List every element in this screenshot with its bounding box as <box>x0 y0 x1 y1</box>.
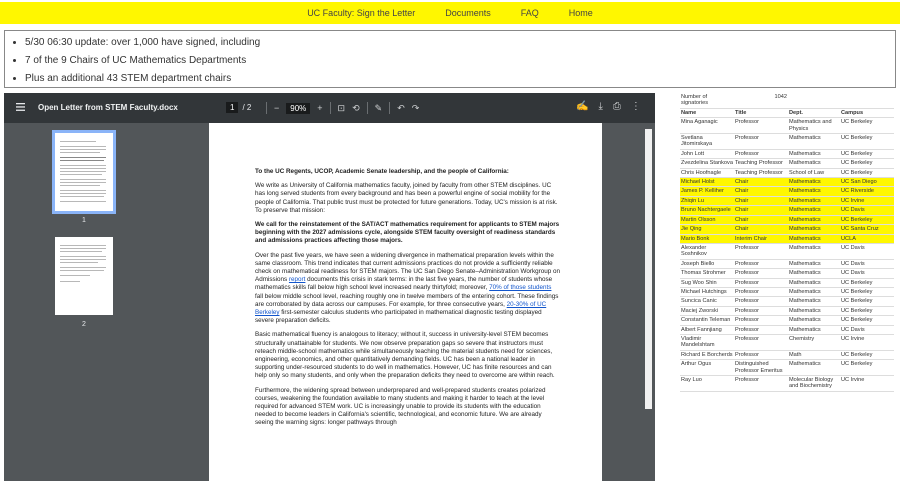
signer-campus: UC Davis <box>840 259 894 268</box>
count-row <box>680 93 894 108</box>
signer-title: Professor <box>734 297 788 306</box>
thumbnail-sidebar <box>4 123 204 481</box>
zoom-level-input[interactable]: 90% <box>286 103 310 114</box>
signer-dept: Mathematics <box>788 259 840 268</box>
signer-name: Albert Fannjiang <box>680 325 734 334</box>
nav-home-link[interactable]: Home <box>568 8 593 18</box>
menu-icon[interactable] <box>16 103 25 111</box>
letter-paragraph: We write as University of California mathematics faculty, joined by faculty from other STEM disciplines. UC has long served students from every background and has been a powerful engine of social mobility for the people of California. That public trust must be protected for future generations. Today, UC's mission is at risk. To preserve that mission: <box>255 182 558 214</box>
zoom-in-icon[interactable]: + <box>317 103 323 113</box>
column-header: Dept. <box>788 108 840 117</box>
signer-title: Professor <box>734 306 788 315</box>
signer-title: Teaching Professor <box>734 168 788 177</box>
table-row <box>680 206 894 215</box>
signer-name: Constantin Teleman <box>680 316 734 325</box>
signer-title: Chair <box>734 215 788 224</box>
signer-dept: Mathematics <box>788 269 840 278</box>
update-box <box>4 30 896 88</box>
signer-campus: UC Davis <box>840 269 894 278</box>
page-indicator <box>226 102 251 113</box>
signer-name: Zhiqin Lu <box>680 196 734 205</box>
signer-campus: UC Berkeley <box>840 287 894 296</box>
signer-name: Chris Hoofnagle <box>680 168 734 177</box>
signer-name: Jie Qing <box>680 225 734 234</box>
page-total: / 2 <box>242 103 252 112</box>
paragraph-text: Over the past five years, we have seen a widening divergence in mathematical preparation levels within the same classroom. This trend indicates that current admissions practices do not provide a sufficiently reliable check on mathematical readiness for STEM majors. The UC San Diego Senate–Administration Workgroup on Admissions <box>255 251 560 284</box>
table-row <box>680 178 894 187</box>
update-item: • 7 of the 9 Chairs of UC Mathematics Departments <box>25 52 887 70</box>
signer-dept: Mathematics <box>788 196 840 205</box>
signer-dept: Mathematics <box>788 225 840 234</box>
signer-title: Distinguished Professor Emeritus <box>734 360 788 376</box>
table-row <box>680 269 894 278</box>
signer-title: Professor <box>734 118 788 134</box>
signer-campus: UC Berkeley <box>840 316 894 325</box>
signer-name: Martin Olsson <box>680 215 734 224</box>
column-header: Title <box>734 108 788 117</box>
signer-title: Chair <box>734 196 788 205</box>
signer-title: Professor <box>734 350 788 359</box>
nav-faq-link[interactable]: FAQ <box>520 8 539 18</box>
signer-campus: UC Davis <box>840 206 894 215</box>
paragraph-text: documents this crisis in stark terms: in the last five years, the number of students whose mathematics skills fall below high school level increased nearly thirtyfold; moreover, <box>255 276 553 292</box>
page-thumbnail-2[interactable] <box>55 237 113 315</box>
signer-title: Teaching Professor <box>734 159 788 168</box>
signer-name: Zvezdelina Stankova <box>681 160 733 167</box>
signer-title: Professor <box>734 287 788 296</box>
signer-title: Chair <box>734 225 788 234</box>
signer-dept: Mathematics <box>788 178 840 187</box>
letter-demand: We call for the reinstatement of the SAT/ACT mathematics requirement for applicants to STEM majors beginning with the 2027 admissions cycle, alongside STEM faculty oversight of readiness standards and admissions practices affecting those majors. <box>255 221 560 245</box>
signer-name: Suncica Canic <box>680 297 734 306</box>
signer-name: Ray Luo <box>680 376 734 392</box>
signer-name: Alexander Soshnikov <box>680 243 734 259</box>
print-icon[interactable]: ⎙ <box>612 101 621 112</box>
table-row <box>680 196 894 205</box>
signer-dept: Mathematics <box>788 278 840 287</box>
signer-campus: UC Riverside <box>840 187 894 196</box>
signer-dept: Math <box>788 350 840 359</box>
signer-dept: Mathematics <box>788 297 840 306</box>
nav-sign-letter-link[interactable]: UC Faculty: Sign the Letter <box>307 8 416 18</box>
signer-name: Arthur Ogus <box>680 360 734 376</box>
signer-dept: Mathematics <box>788 243 840 259</box>
signer-title: Chair <box>734 187 788 196</box>
signer-title: Interim Chair <box>734 234 788 243</box>
table-row <box>680 243 894 259</box>
table-row <box>680 350 894 359</box>
paragraph-text: first-semester calculus students who participated in mathematical diagnostic testing displayed severe preparation deficits. <box>255 309 542 325</box>
thumbnail-label: 1 <box>82 217 86 224</box>
table-row <box>680 259 894 268</box>
table-row <box>680 134 894 150</box>
signer-title: Professor <box>734 269 788 278</box>
berkeley-link[interactable]: 20-30% of UC Berkeley <box>255 300 547 317</box>
document-title: Open Letter from STEM Faculty.docx <box>38 103 178 112</box>
zoom-out-icon[interactable]: − <box>274 103 280 113</box>
signer-campus: UC Berkeley <box>840 118 894 134</box>
count-value: 1042 <box>734 93 788 108</box>
table-row <box>680 149 894 158</box>
table-row <box>680 118 894 134</box>
signer-title: Professor <box>734 316 788 325</box>
signatories-panel <box>680 93 900 481</box>
table-row <box>680 225 894 234</box>
toolbar-divider <box>266 102 267 114</box>
signer-campus: UC Berkeley <box>840 278 894 287</box>
more-options-icon[interactable]: ⋮ <box>630 101 641 112</box>
signer-title: Professor <box>734 278 788 287</box>
signer-name: Joseph Biello <box>680 259 734 268</box>
count-label: Number of signatories <box>680 93 734 108</box>
signer-campus: UC Berkeley <box>840 134 894 150</box>
paragraph-text: fall below middle school level, reaching roughly one in twelve members of the entering cohort. These findings are corroborated by data across our campuses. For example, for three consecutive years, <box>255 292 559 308</box>
signer-dept: Mathematics and Physics <box>788 118 840 134</box>
signer-campus: UC Berkeley <box>840 215 894 224</box>
signer-name: Mario Bonk <box>680 234 734 243</box>
signer-campus: UC Santa Cruz <box>840 225 894 234</box>
undo-icon[interactable]: ↶ <box>397 102 405 113</box>
signer-campus: UC Berkeley <box>840 149 894 158</box>
signer-campus: UC Davis <box>840 243 894 259</box>
column-header: Name <box>680 108 734 117</box>
annotate-icon[interactable]: ✎ <box>374 102 383 113</box>
signer-campus: UC Irvine <box>840 376 894 392</box>
signer-title: Chair <box>734 178 788 187</box>
update-item: • 5/30 06:30 update: over 1,000 have signed, including <box>25 34 887 52</box>
signer-campus: UC Berkeley <box>840 297 894 306</box>
letter-paragraph <box>255 252 560 326</box>
table-row <box>680 287 894 296</box>
toolbar-divider <box>330 102 331 114</box>
signer-dept: Mathematics <box>788 234 840 243</box>
signer-dept: Mathematics <box>788 187 840 196</box>
signer-title: Professor <box>734 376 788 392</box>
signer-title: Professor <box>734 134 788 150</box>
signer-campus: UC Berkeley <box>840 360 894 376</box>
table-row <box>680 297 894 306</box>
signer-campus: UC Berkeley <box>840 159 894 168</box>
table-row <box>680 334 894 350</box>
fit-page-icon[interactable]: ⊡ <box>337 102 346 113</box>
signer-dept: Mathematics <box>788 325 840 334</box>
signer-dept: Mathematics <box>788 316 840 325</box>
viewer-scrollbar[interactable] <box>642 123 655 481</box>
table-row <box>680 159 894 168</box>
zoom-controls <box>266 102 419 114</box>
thumbnail-label: 2 <box>82 321 86 328</box>
signer-name: Svetlana Jitomirskaya <box>680 134 734 150</box>
rotate-icon[interactable]: ⟲ <box>352 102 360 113</box>
signer-name: Richard E Borcherds <box>681 351 733 358</box>
signer-name: Vladimir Mandelshtam <box>680 334 734 350</box>
signer-campus: UC Berkeley <box>840 306 894 315</box>
header-row <box>680 108 894 117</box>
update-item: • Plus an additional 43 STEM department chairs <box>25 70 887 88</box>
signer-name: Thomas Strohmer <box>680 269 734 278</box>
signer-name: Michael Holst <box>680 178 734 187</box>
document-page <box>209 123 602 481</box>
signer-dept: Mathematics <box>788 159 840 168</box>
download-icon[interactable]: ⤓ <box>598 101 603 112</box>
signer-dept: Mathematics <box>788 215 840 224</box>
letter-salutation: To the UC Regents, UCOP, Academic Senate leadership, and the people of California: <box>255 168 509 175</box>
nav-documents-link[interactable]: Documents <box>445 8 491 18</box>
signer-dept: Mathematics <box>788 149 840 158</box>
letter-paragraph: Basic mathematical fluency is analogous to literacy; without it, success in university-level STEM becomes structurally unattainable for students. We now observe preparation gaps so severe that instructors must reteach middle-school mathematics while simultaneously teaching the material students need for sciences, engineering, economics, and other quantitatively demanding fields. UC has been a national leader in supporting under-resourced students to do well in mathematics. However, UC has finite resources and can help only so many students, and only when the preparation deficits they need to overcome are within reach. <box>255 331 555 380</box>
signer-dept: Molecular Biology and Biochemistry <box>788 376 840 392</box>
table-row <box>680 278 894 287</box>
signer-title: Professor <box>734 259 788 268</box>
signer-title: Professor <box>734 325 788 334</box>
signer-campus: UC Berkeley <box>840 168 894 177</box>
signer-dept: Mathematics <box>788 206 840 215</box>
students-link[interactable]: 70% of those students <box>489 284 552 292</box>
signer-name: Bruno Nachtergaele <box>680 206 734 215</box>
signer-dept: Mathematics <box>788 360 840 376</box>
redo-icon[interactable]: ↷ <box>411 102 420 113</box>
top-navigation <box>0 0 900 28</box>
page-number-input[interactable]: 1 <box>226 102 238 113</box>
signer-name: Sug Woo Shin <box>680 278 734 287</box>
signer-dept: Chemistry <box>788 334 840 350</box>
table-row <box>680 215 894 224</box>
signer-title: Professor <box>734 334 788 350</box>
signer-campus: UC Berkeley <box>840 350 894 359</box>
table-row <box>680 376 894 392</box>
column-header: Campus <box>840 108 894 117</box>
report-link[interactable]: report <box>288 276 306 284</box>
signer-campus: UC Irvine <box>840 334 894 350</box>
signer-title: Chair <box>734 206 788 215</box>
signer-campus: UC Irvine <box>840 196 894 205</box>
signer-campus: UC San Diego <box>840 178 894 187</box>
table-row <box>680 360 894 376</box>
document-viewer <box>4 93 655 481</box>
signer-title: Professor <box>734 243 788 259</box>
signer-name: Michael Hutchings <box>680 287 734 296</box>
signer-name: Mina Aganagic <box>680 118 734 134</box>
nav-bar <box>0 2 900 24</box>
signature-icon[interactable]: ✍ <box>576 101 589 112</box>
toolbar-actions <box>576 101 641 112</box>
scrollbar-thumb[interactable] <box>645 129 652 409</box>
signer-name: James P. Kelliher <box>680 187 734 196</box>
viewer-toolbar <box>4 93 655 123</box>
page-thumbnail-1[interactable] <box>55 133 113 211</box>
signer-dept: Mathematics <box>788 306 840 315</box>
toolbar-divider <box>389 102 390 114</box>
signer-campus: UCLA <box>840 234 894 243</box>
update-list <box>13 34 887 88</box>
signer-campus: UC Davis <box>840 325 894 334</box>
table-row <box>680 316 894 325</box>
signer-dept: Mathematics <box>788 134 840 150</box>
letter-paragraph: Furthermore, the widening spread between underprepared and well-prepared students creates polarized courses, weakening the foundation available to many students and making it harder to teach at the level required for advanced STEM work. UC is increasingly unable to provide its students with the education needed to become leaders in California's scientific, technological, and economic future. We are already seeing the warning signs: longer pathways through <box>255 386 546 427</box>
table-row <box>680 187 894 196</box>
signer-name: Maciej Zworski <box>680 306 734 315</box>
signer-dept: Mathematics <box>788 287 840 296</box>
signer-dept: School of Law <box>788 168 840 177</box>
table-row <box>680 168 894 177</box>
table-row <box>680 306 894 315</box>
signer-name: John Lott <box>680 149 734 158</box>
toolbar-divider <box>367 102 368 114</box>
table-row <box>680 234 894 243</box>
table-row <box>680 325 894 334</box>
signer-title: Professor <box>734 149 788 158</box>
signatories-table <box>680 93 894 392</box>
